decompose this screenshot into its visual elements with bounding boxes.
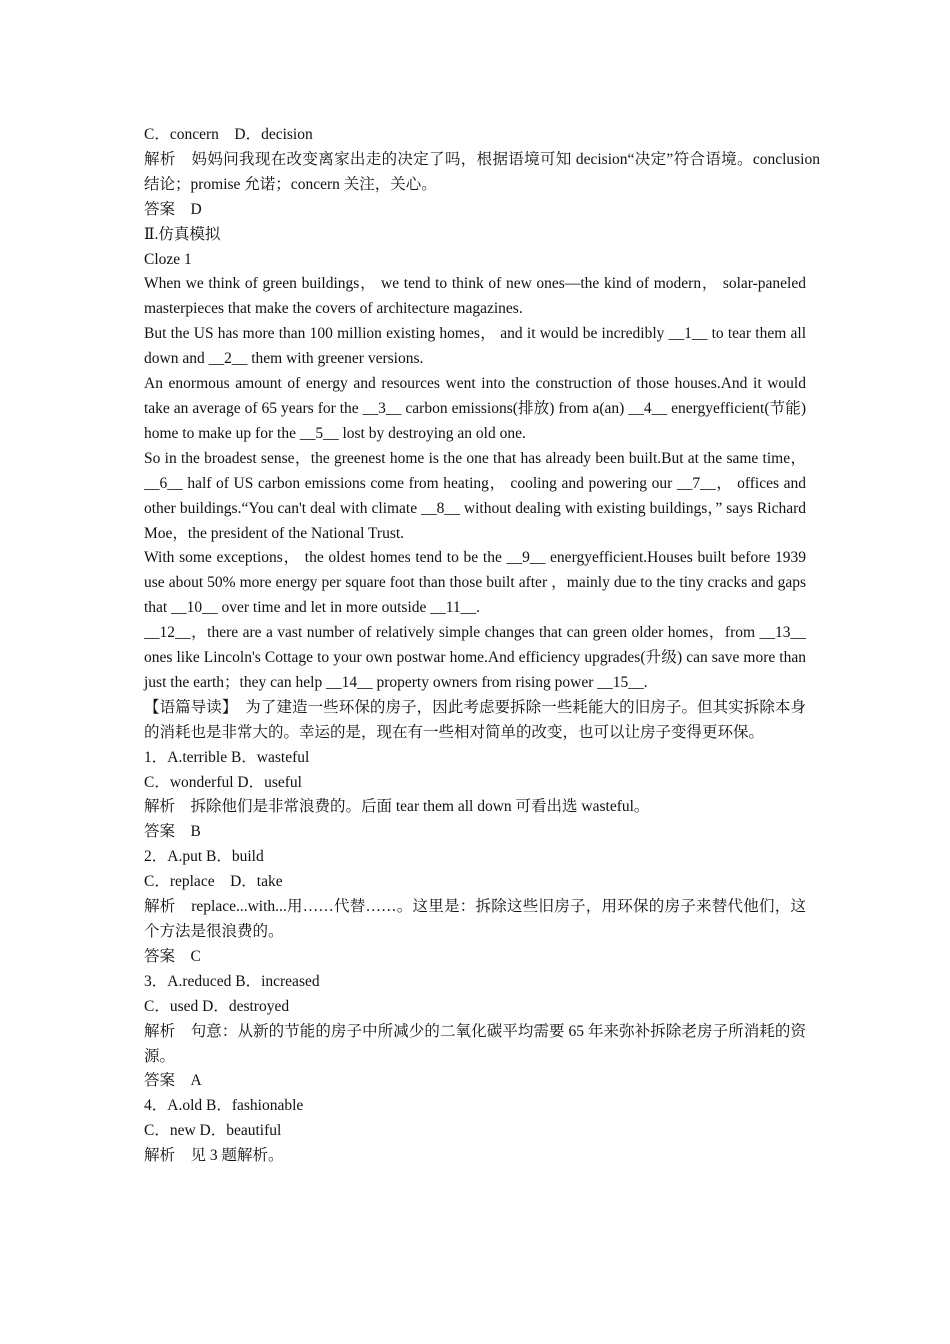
- explanation-paragraph: 解析 拆除他们是非常浪费的。后面 tear them all down 可看出选 wasteful。: [144, 798, 650, 816]
- explanation-paragraph: 解析 句意：从新的节能的房子中所减少的二氧化碳平均需要 65 年来弥补拆除老房子所消耗的资源。: [144, 1022, 806, 1065]
- option-line: 4．A.old B．fashionable: [144, 1097, 304, 1115]
- document-page: [144, 123, 820, 1169]
- cloze-title: Cloze 1: [144, 250, 192, 268]
- passage-paragraph: An enormous amount of energy and resources went into the construction of those houses.And it would take an average of 65 years for the __3__ carbon emissions(排放) from a(an) __4__ energyefficient(节能) home to make up for the __5__ lost by destroying an old one.: [144, 375, 806, 442]
- passage-paragraph: With some exceptions， the oldest homes tend to be the __9__ energyefficient.Houses built before 1939 use about 50% more energy per square foot than those built after ，mainly due to the tiny cracks and gaps that __10__ over time and let in more outside __11__.: [144, 549, 806, 617]
- explanation-paragraph: 解析 见 3 题解析。: [144, 1147, 284, 1165]
- answer-line: 答案 B: [144, 823, 201, 841]
- answer-line: 答案 A: [144, 1072, 202, 1090]
- explanation-paragraph: 解析 replace...with...用……代替……。这里是：拆除这些旧房子，用环保的房子来替代他们，这个方法是很浪费的。: [144, 898, 806, 940]
- option-line: C．replace D．take: [144, 873, 283, 891]
- option-line: 1．A.terrible B．wasteful: [144, 748, 310, 766]
- option-line: C．new D．beautiful: [144, 1122, 282, 1140]
- passage-paragraph: So in the broadest sense，the greenest home is the one that has already been built.But at the same time， __6__ half of US carbon emissions come from heating， cooling and powering our __7__， offices and other buildings.“You can't deal with climate __8__ without dealing with existing buildings，” says Richard Moe，the president of the National Trust.: [144, 449, 806, 542]
- passage-paragraph: But the US has more than 100 million existing homes， and it would be incredibly __1__ to tear them all down and __2__ them with greener versions.: [144, 325, 806, 368]
- answer-line: 答案 C: [144, 947, 201, 965]
- explanation-paragraph: 解析 妈妈问我现在改变离家出走的决定了吗，根据语境可知 decision“决定”符合语境。conclusion 结论；promise 允诺；concern 关注，关心。: [144, 150, 820, 193]
- passage-paragraph: When we think of green buildings， we tend to think of new ones—the kind of modern， solar-paneled masterpieces that make the covers of architecture magazines.: [144, 275, 806, 318]
- passage-paragraph: __12__，there are a vast number of relatively simple changes that can green older homes，from __13__ ones like Lincoln's Cottage to your own postwar home.And efficiency upgrades(升级) can save more than just the earth；they can help __14__ property owners from rising power __15__.: [144, 624, 806, 691]
- option-line: C．wonderful D．useful: [144, 773, 302, 791]
- option-line: C．used D．destroyed: [144, 997, 290, 1015]
- section-heading: Ⅱ.仿真模拟: [144, 225, 221, 243]
- reading-guide-paragraph: 【语篇导读】 为了建造一些环保的房子，因此考虑要拆除一些耗能大的旧房子。但其实拆除本身的消耗也是非常大的。幸运的是，现在有一些相对简单的改变，也可以让房子变得更环保。: [144, 698, 806, 741]
- option-line: 3．A.reduced B．increased: [144, 972, 320, 990]
- option-line: C．concern D．decision: [144, 126, 313, 143]
- answer-line: 答案 D: [144, 200, 202, 218]
- option-line: 2．A.put B．build: [144, 848, 264, 866]
